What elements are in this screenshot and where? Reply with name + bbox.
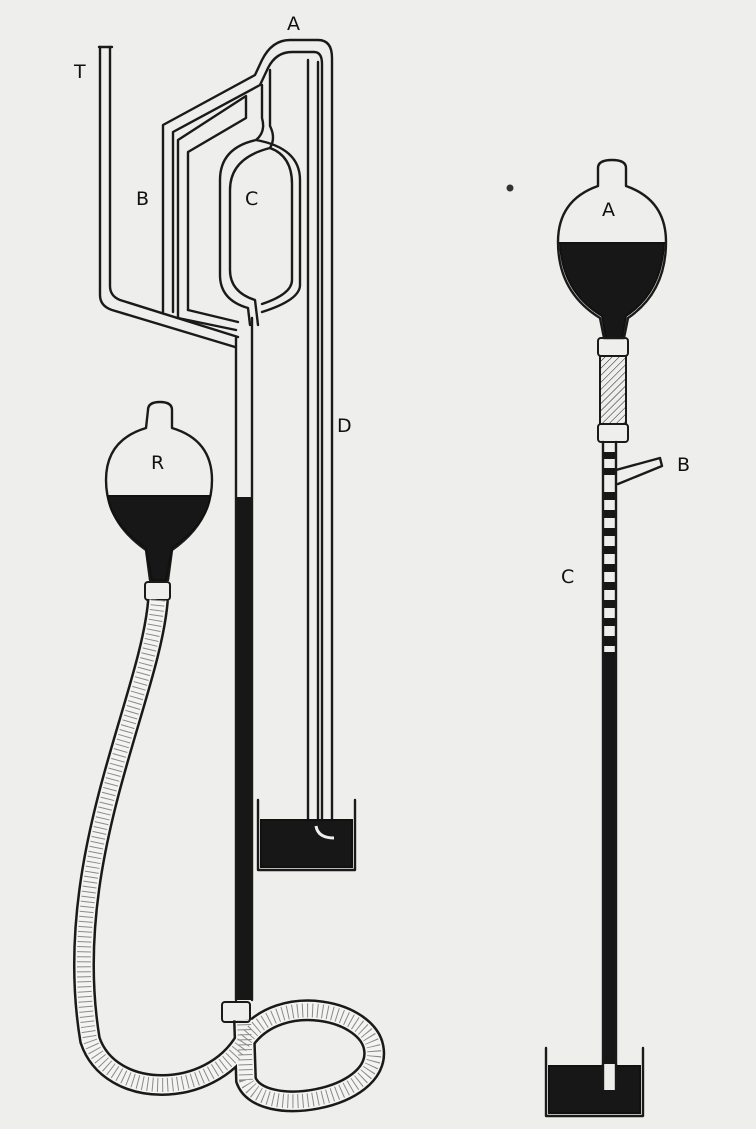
dish-right (546, 1048, 643, 1116)
label-D: D (337, 415, 352, 437)
reservoir-R-collar (145, 582, 170, 600)
tube-C-right (603, 442, 616, 1090)
label-C-left: C (245, 188, 259, 210)
main-tube-mercury-column (237, 497, 251, 1000)
dish-D (258, 800, 355, 870)
tube-D (308, 60, 328, 838)
right-hose (598, 338, 628, 442)
main-tube (236, 318, 252, 1000)
left-apparatus (73, 13, 374, 1101)
side-arm-B (616, 458, 662, 484)
label-B-left: B (136, 188, 150, 210)
ink-spot (507, 185, 514, 192)
tube-C-mercury-column (604, 652, 615, 1088)
bulb-C (220, 70, 300, 325)
label-T: T (74, 61, 86, 83)
main-tube-collar (222, 1002, 250, 1022)
right-hose-collar-bottom (598, 424, 628, 442)
label-A-left: A (287, 13, 300, 35)
label-A-right: A (602, 199, 615, 221)
tube-C-mercury-pellets (604, 452, 615, 1088)
tube-T (99, 47, 238, 347)
tube-inner-arm (178, 96, 246, 330)
label-B-right: B (677, 454, 691, 476)
right-hose-collar-top (598, 338, 628, 356)
right-apparatus (546, 160, 690, 1116)
label-R: R (151, 452, 165, 474)
reservoir-R (106, 402, 212, 600)
label-C-right: C (561, 566, 575, 588)
bulb-A-right (558, 160, 666, 338)
